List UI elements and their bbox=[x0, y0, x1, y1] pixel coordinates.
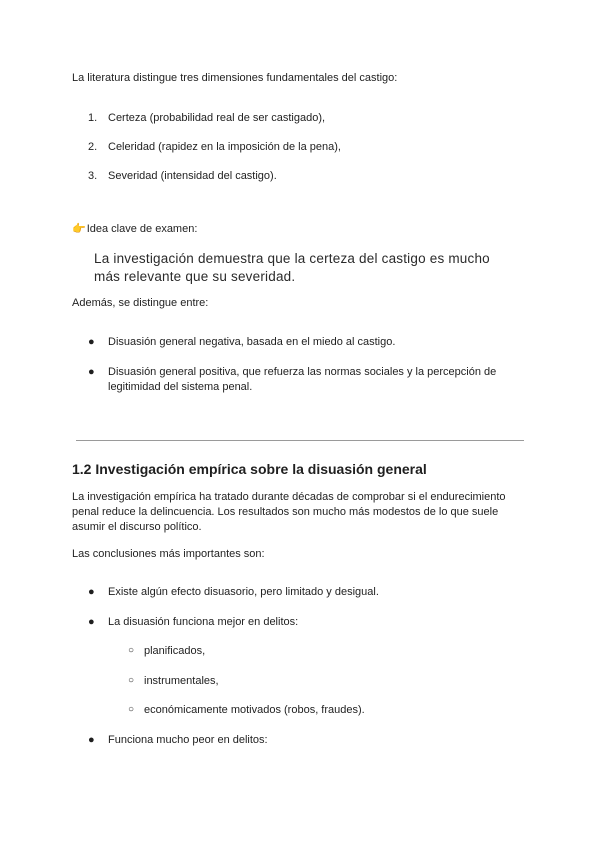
intro-paragraph: La literatura distingue tres dimensiones fundamentales del castigo: bbox=[72, 72, 398, 84]
bullet-icon: ● bbox=[88, 336, 95, 348]
ademas-paragraph: Además, se distingue entre: bbox=[72, 297, 209, 309]
ordered-list-item bbox=[88, 140, 341, 155]
list-item-text: Celeridad (rapidez en la imposición de la pena), bbox=[108, 141, 341, 153]
bullet-icon: ● bbox=[88, 616, 95, 628]
sub-bullet-item bbox=[128, 674, 219, 689]
bullet-list-item bbox=[88, 733, 508, 748]
key-idea-text: Idea clave de examen: bbox=[86, 223, 198, 235]
hollow-bullet-icon: ○ bbox=[128, 645, 135, 656]
bullet-text: Existe algún efecto disuasorio, pero limitado y desigual. bbox=[108, 586, 379, 598]
bullet-text: Disuasión general negativa, basada en el miedo al castigo. bbox=[108, 336, 396, 348]
list-item-text: Severidad (intensidad del castigo). bbox=[108, 170, 277, 182]
bullet-list-item bbox=[88, 335, 508, 350]
hollow-bullet-icon: ○ bbox=[128, 675, 135, 686]
sub-bullet-item bbox=[128, 644, 205, 659]
ordered-list-item bbox=[88, 111, 325, 126]
horizontal-divider bbox=[76, 440, 524, 441]
key-idea-quote: La investigación demuestra que la certeza del castigo es mucho más relevante que su severidad. bbox=[94, 251, 490, 284]
research-paragraph: La investigación empírica ha tratado durante décadas de comprobar si el endurecimiento penal reduce la delincuencia. Los resultados son mucho más modestos de lo que suele asumir el discurso político. bbox=[72, 491, 506, 533]
sub-bullet-text: económicamente motivados (robos, fraudes). bbox=[144, 704, 365, 716]
bullet-icon: ● bbox=[88, 586, 95, 598]
sub-bullet-item bbox=[128, 703, 365, 718]
bullet-icon: ● bbox=[88, 366, 95, 378]
sub-bullet-text: planificados, bbox=[144, 645, 206, 657]
bullet-list-item bbox=[88, 585, 508, 600]
sub-bullet-text: instrumentales, bbox=[144, 675, 219, 687]
ordered-list-item bbox=[88, 169, 277, 184]
pointing-hand-icon: 👉 bbox=[72, 223, 86, 235]
bullet-list-item bbox=[88, 615, 508, 630]
section-heading: 1.2 Investigación empírica sobre la disuasión general bbox=[72, 461, 427, 477]
list-number: 1. bbox=[88, 112, 98, 124]
list-number: 3. bbox=[88, 170, 98, 182]
bullet-icon: ● bbox=[88, 734, 95, 746]
bullet-text: La disuasión funciona mejor en delitos: bbox=[108, 616, 299, 628]
bullet-text: Funciona mucho peor en delitos: bbox=[108, 734, 268, 746]
list-item-text: Certeza (probabilidad real de ser castigado), bbox=[108, 112, 326, 124]
bullet-text: Disuasión general positiva, que refuerza las normas sociales y la percepción de legitimidad del sistema penal. bbox=[108, 366, 497, 393]
list-number: 2. bbox=[88, 141, 98, 153]
key-idea-label bbox=[72, 222, 197, 237]
hollow-bullet-icon: ○ bbox=[128, 704, 135, 715]
bullet-list-item bbox=[88, 365, 508, 395]
conclusions-paragraph: Las conclusiones más importantes son: bbox=[72, 548, 265, 560]
